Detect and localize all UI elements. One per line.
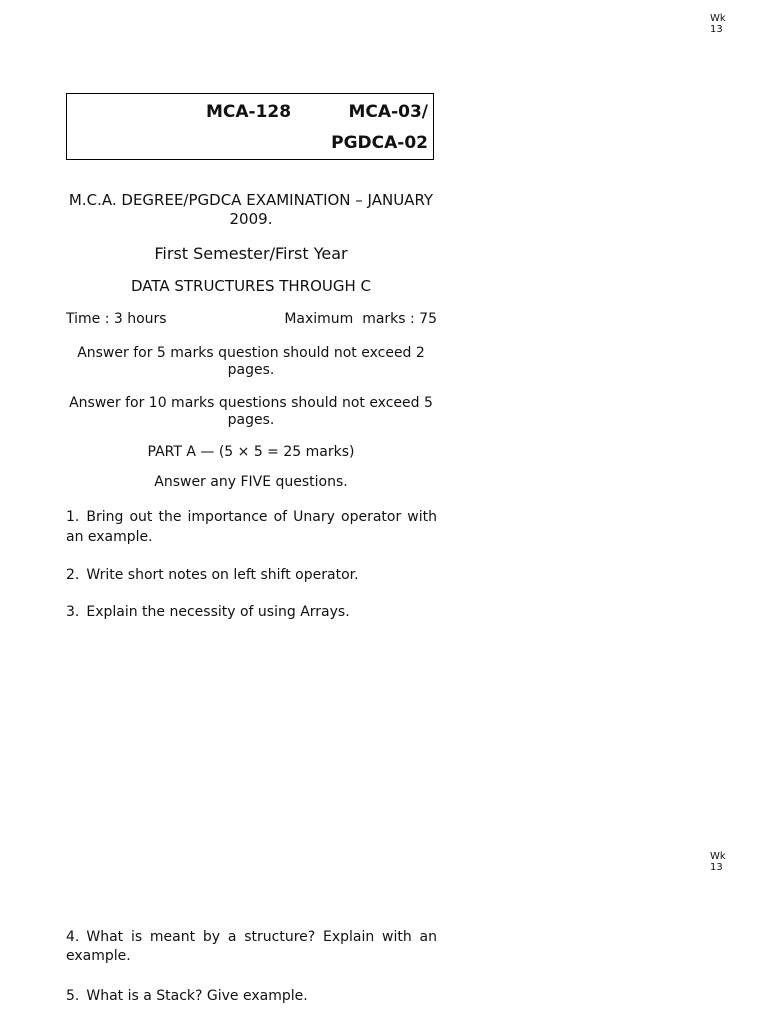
question-5 bbox=[66, 986, 437, 1006]
course-code-box bbox=[66, 93, 434, 160]
question-number: 3. bbox=[66, 604, 80, 620]
question-text: Explain the necessity of using Arrays. bbox=[86, 604, 350, 620]
question-number: 4. bbox=[66, 929, 80, 945]
course-code-primary: MCA-128 bbox=[206, 102, 292, 122]
instruction-ten-marks: Answer for 10 marks questions should not exceed 5 pages. bbox=[69, 395, 433, 428]
question-4 bbox=[66, 928, 437, 966]
question-number: 1. bbox=[66, 509, 80, 525]
part-a-heading: PART A — (5 × 5 = 25 marks) bbox=[147, 444, 355, 460]
question-number: 5. bbox=[66, 988, 80, 1004]
question-text: Bring out the importance of Unary operator with an example. bbox=[66, 509, 437, 545]
question-text: What is meant by a structure? Explain with an example. bbox=[66, 929, 437, 964]
page-corner-mark: Wk 13 bbox=[710, 13, 726, 35]
subject-heading: DATA STRUCTURES THROUGH C bbox=[130, 277, 372, 295]
exam-title: M.C.A. DEGREE/PGDCA EXAMINATION – JANUARY 2009. bbox=[68, 191, 434, 228]
course-code-tertiary: PGDCA-02 bbox=[331, 133, 428, 153]
question-3 bbox=[66, 602, 437, 622]
course-code-secondary: MCA-03/ bbox=[348, 102, 428, 122]
question-text: Write short notes on left shift operator. bbox=[86, 567, 359, 583]
question-2 bbox=[66, 565, 437, 585]
part-a-instruction: Answer any FIVE questions. bbox=[154, 474, 348, 490]
instruction-five-marks: Answer for 5 marks question should not exceed 2 pages. bbox=[77, 345, 425, 378]
question-number: 2. bbox=[66, 567, 80, 583]
page-corner-mark: Wk 13 bbox=[710, 851, 726, 873]
question-1 bbox=[66, 507, 437, 547]
time-marks-row bbox=[66, 310, 437, 328]
semester-heading: First Semester/First Year bbox=[154, 244, 348, 263]
time-allowed: Time : 3 hours bbox=[66, 311, 167, 327]
maximum-marks: Maximum marks : 75 bbox=[284, 311, 437, 327]
question-text: What is a Stack? Give example. bbox=[86, 988, 308, 1004]
